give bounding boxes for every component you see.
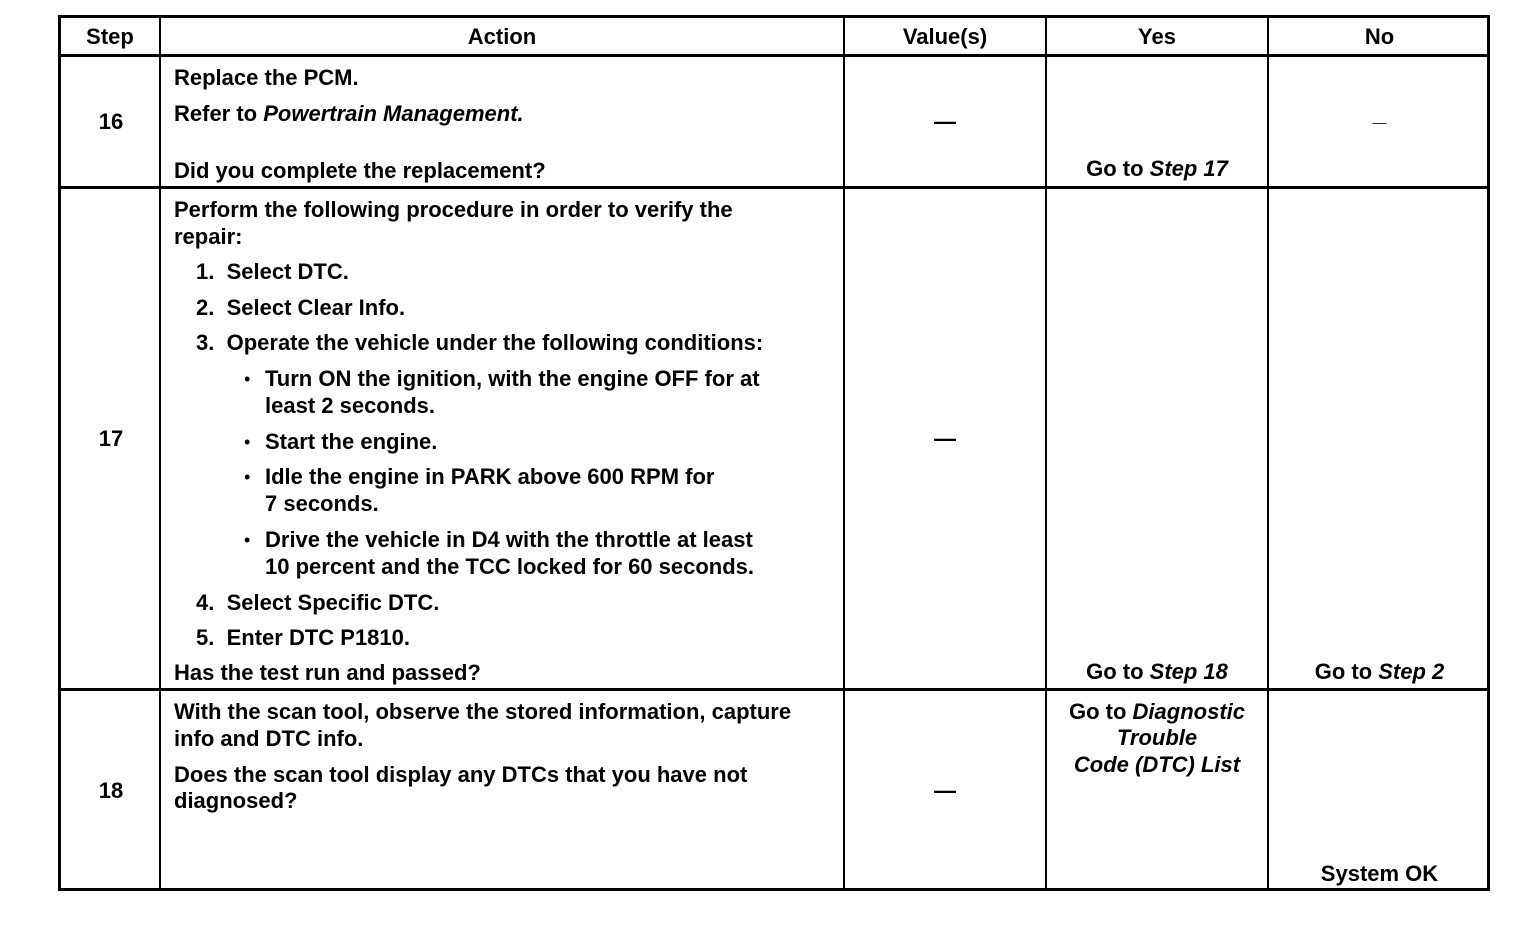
procedure-step: [196, 589, 439, 616]
action-text: With the scan tool, observe the stored information, capture: [174, 699, 792, 724]
step-number: 17: [98, 425, 124, 451]
condition-text-continued: 10 percent and the TCC locked for 60 seconds.: [265, 554, 755, 579]
condition-text-continued: least 2 seconds.: [265, 393, 435, 418]
no-action: System OK: [1320, 861, 1439, 886]
yes-action-prefix: Go to: [1068, 699, 1133, 724]
procedure-step: [196, 258, 349, 285]
bullet-icon: •: [244, 467, 251, 487]
procedure-step: [196, 624, 410, 651]
action-question: Did you complete the replacement?: [174, 158, 546, 183]
condition-text: Drive the vehicle in D4 with the throttle at least: [265, 527, 753, 552]
action-intro-continued: repair:: [174, 224, 243, 249]
procedure-step-text: Select DTC.: [226, 259, 349, 284]
action-reference: [174, 100, 524, 127]
procedure-step-text: Enter DTC P1810.: [226, 625, 410, 650]
action-intro: Perform the following procedure in order to verify the: [174, 197, 733, 222]
yes-action: [1047, 658, 1267, 685]
action-reference-prefix: Refer to: [174, 101, 264, 126]
action-question-continued: diagnosed?: [174, 788, 298, 813]
reference-link: Diagnostic: [1132, 699, 1245, 724]
no-action-prefix: Go to: [1314, 659, 1379, 684]
value-cell: —: [934, 108, 956, 134]
condition-text: Idle the engine in PARK above 600 RPM for: [265, 464, 715, 489]
yes-action-prefix: Go to: [1086, 659, 1150, 684]
procedure-step-number: 3.: [196, 330, 215, 355]
procedure-step: [196, 294, 405, 321]
step-reference-link: Step 18: [1149, 659, 1228, 684]
yes-action-prefix: Go to: [1086, 156, 1150, 181]
procedure-step-number: 4.: [196, 590, 215, 615]
step-number: 18: [98, 778, 124, 803]
no-action: —: [1372, 113, 1387, 130]
condition-text-continued: 7 seconds.: [265, 491, 379, 516]
bullet-icon: •: [244, 369, 251, 389]
action-text-continued: info and DTC info.: [174, 726, 364, 751]
manual-reference-link: Powertrain Management.: [263, 101, 524, 126]
value-cell: —: [934, 778, 956, 803]
action-text: Replace the PCM.: [174, 65, 359, 90]
row-divider: [61, 186, 1487, 189]
row-divider: [61, 688, 1487, 691]
action-question: Has the test run and passed?: [174, 660, 481, 685]
step-reference-link: Step 2: [1378, 659, 1445, 684]
step-number: 16: [98, 108, 124, 134]
procedure-step-text: Select Clear Info.: [226, 295, 406, 320]
procedure-step: [196, 329, 763, 356]
reference-link: Code (DTC) List: [1073, 752, 1241, 777]
header-step: Step: [86, 24, 134, 49]
diagnostic-table: [58, 15, 1490, 891]
header-no: No: [1364, 24, 1395, 49]
procedure-step-text: Select Specific DTC.: [226, 590, 440, 615]
bullet-icon: •: [244, 432, 251, 452]
header-yes: Yes: [1138, 24, 1176, 49]
reference-link: Trouble: [1116, 725, 1198, 750]
no-action: [1269, 658, 1490, 685]
value-cell: —: [934, 425, 956, 451]
action-question: Does the scan tool display any DTCs that you have not: [174, 762, 748, 787]
procedure-step-number: 5.: [196, 625, 215, 650]
yes-action-continued: [1047, 724, 1267, 751]
header-action: Action: [467, 24, 537, 49]
yes-action-continued: [1047, 751, 1267, 778]
step-reference-link: Step 17: [1149, 156, 1228, 181]
procedure-step-text: Operate the vehicle under the following conditions:: [226, 330, 764, 355]
yes-action: [1047, 155, 1267, 182]
condition-text: Start the engine.: [265, 429, 438, 454]
header-values: Value(s): [902, 24, 988, 49]
condition-text: Turn ON the ignition, with the engine OFF for at: [265, 366, 760, 391]
procedure-step-number: 2.: [196, 295, 215, 320]
bullet-icon: •: [244, 530, 251, 550]
procedure-step-number: 1.: [196, 259, 215, 284]
yes-action: [1047, 698, 1267, 725]
